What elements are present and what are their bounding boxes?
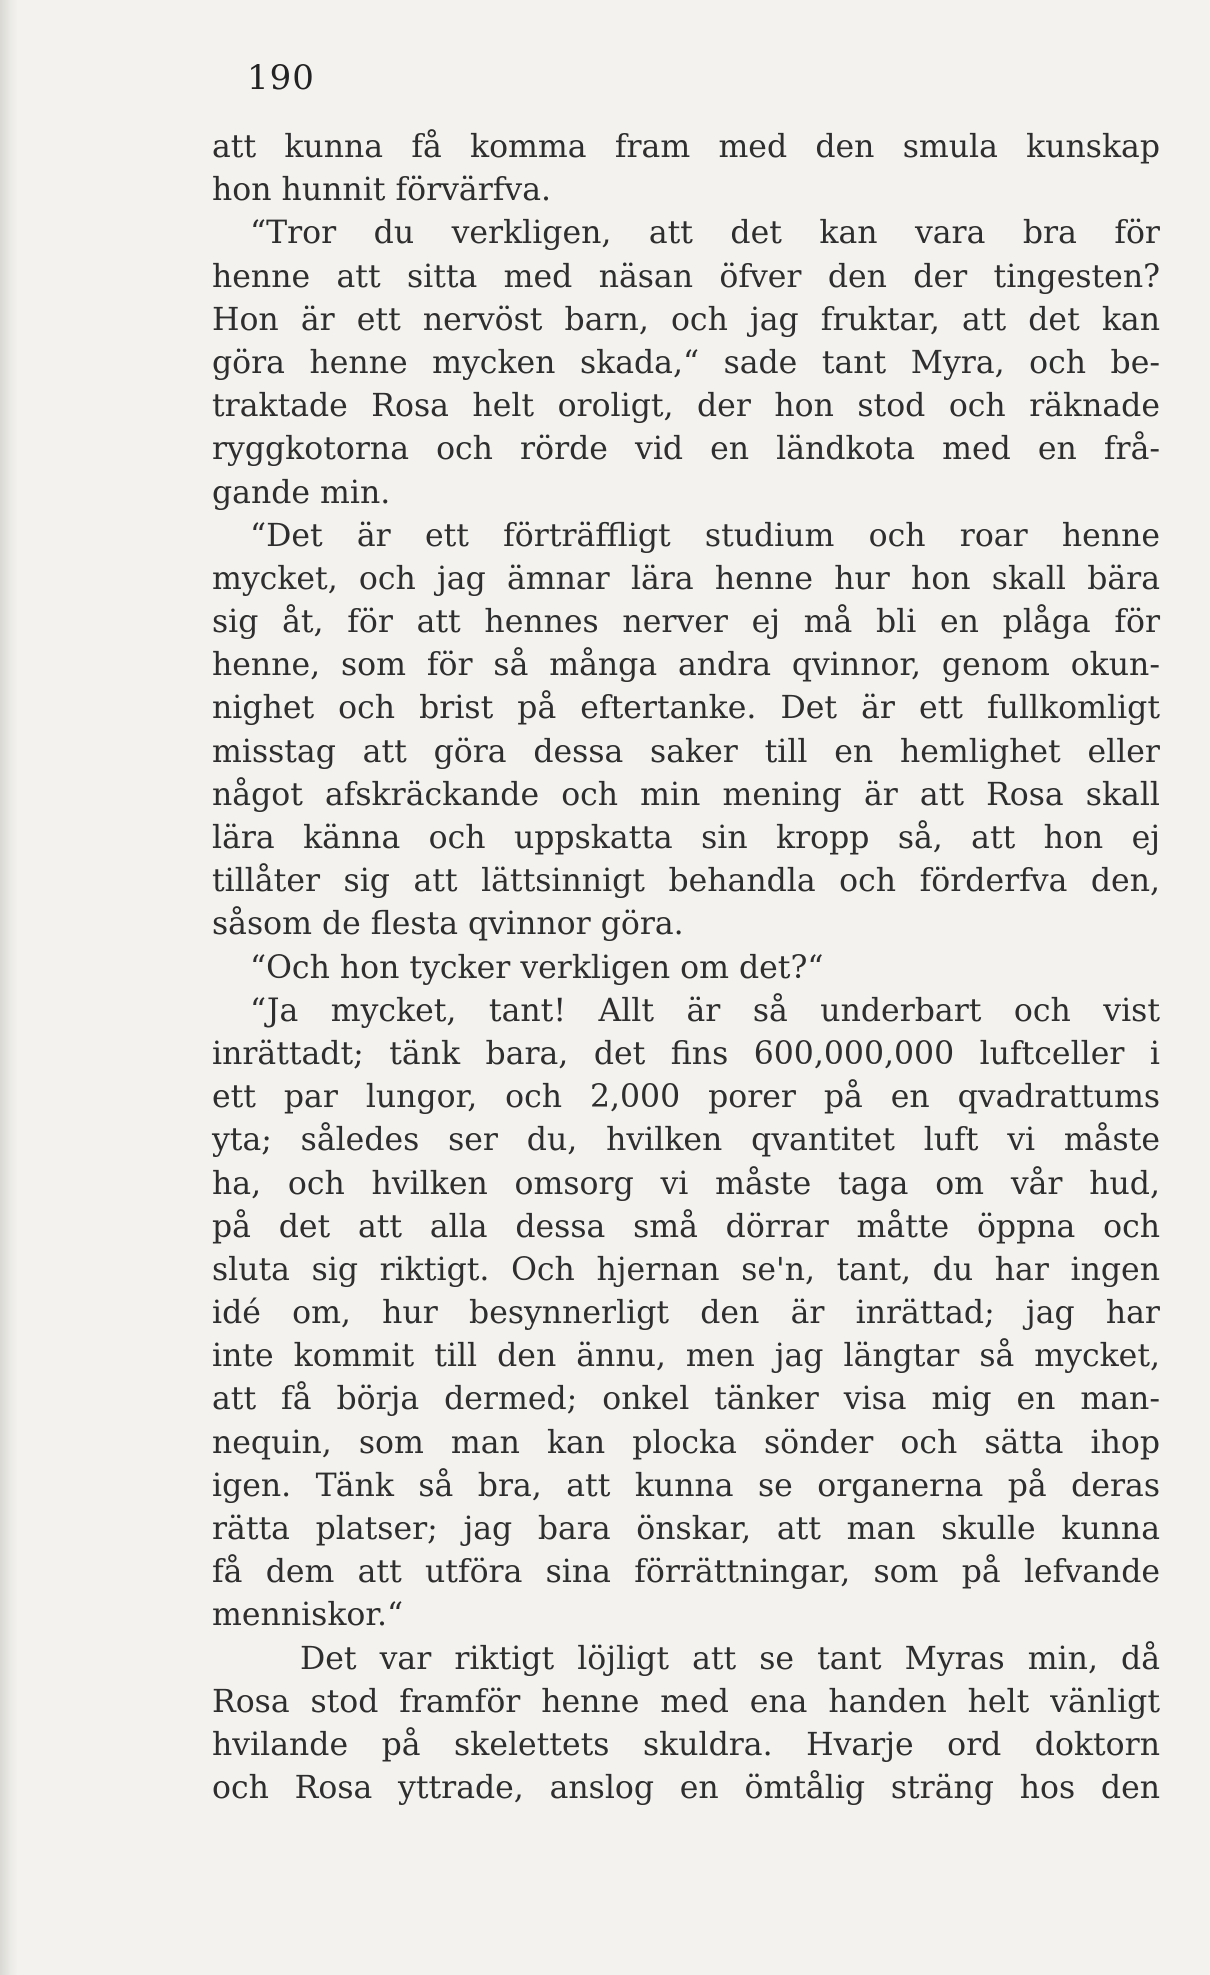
text-line: sig åt, för att hennes nerver ej må bli en plåga för — [212, 604, 1160, 641]
page-number: 190 — [247, 58, 315, 98]
text-line: att få börja dermed; onkel tänker visa mig en man- — [212, 1381, 1160, 1418]
text-line: göra henne mycken skada,“ sade tant Myra, och be- — [212, 344, 1160, 381]
text-line: såsom de flesta qvinnor göra. — [212, 906, 684, 943]
text-line: hon hunnit förvärfva. — [212, 172, 552, 209]
page-gutter — [0, 0, 18, 1975]
text-line: “Och hon tycker verkligen om det?“ — [250, 949, 824, 986]
text-line: traktade Rosa helt oroligt, der hon stod och räknade — [212, 388, 1160, 425]
body-text — [212, 126, 1160, 1810]
text-line: idé om, hur besynnerligt den är inrättad; jag har — [212, 1295, 1160, 1332]
text-line: och Rosa yttrade, anslog en ömtålig sträng hos den — [212, 1770, 1160, 1807]
text-line: “Tror du verkligen, att det kan vara bra för — [250, 215, 1160, 252]
text-line: något afskräckande och min mening är att Rosa skall — [212, 776, 1160, 813]
text-line: “Det är ett förträffligt studium och roar henne — [250, 517, 1160, 554]
text-line: inrättadt; tänk bara, det fins 600,000,000 luftceller i — [212, 1035, 1160, 1072]
text-line: få dem att utföra sina förrättningar, som på lefvande — [212, 1554, 1160, 1591]
text-line: sluta sig riktigt. Och hjernan se'n, tant, du har ingen — [212, 1251, 1160, 1288]
text-line: nequin, som man kan plocka sönder och sätta ihop — [212, 1424, 1160, 1461]
text-line: ha, och hvilken omsorg vi måste taga om vår hud, — [212, 1165, 1160, 1202]
text-line: “Ja mycket, tant! Allt är så underbart och vist — [250, 992, 1160, 1029]
text-line: på det att alla dessa små dörrar måtte öppna och — [212, 1208, 1160, 1245]
text-line: henne att sitta med näsan öfver den der tingesten? — [212, 258, 1160, 295]
text-line: yta; således ser du, hvilken qvantitet luft vi måste — [212, 1122, 1160, 1159]
text-line: igen. Tänk så bra, att kunna se organerna på deras — [212, 1467, 1160, 1504]
text-line: rätta platser; jag bara önskar, att man skulle kunna — [212, 1511, 1160, 1547]
text-line: nighet och brist på eftertanke. Det är ett fullkomligt — [212, 690, 1160, 727]
text-line: menniskor.“ — [212, 1597, 404, 1634]
text-line: Rosa stod framför henne med ena handen helt vänligt — [212, 1683, 1160, 1720]
text-line: tillåter sig att lättsinnigt behandla och förderfva den, — [212, 863, 1160, 900]
text-line: att kunna få komma fram med den smula kunskap — [212, 129, 1160, 165]
text-line: gande min. — [212, 474, 391, 511]
text-line: inte kommit till den ännu, men jag längtar så mycket, — [212, 1338, 1160, 1375]
text-line: hvilande på skelettets skuldra. Hvarje ord doktorn — [212, 1726, 1160, 1763]
text-line: mycket, och jag ämnar lära henne hur hon skall bära — [212, 560, 1160, 597]
text-line: Hon är ett nervöst barn, och jag fruktar, att det kan — [212, 301, 1160, 338]
text-line: Det var riktigt löjligt att se tant Myras min, då — [300, 1640, 1160, 1677]
text-line: lära känna och uppskatta sin kropp så, att hon ej — [212, 820, 1160, 856]
text-line: misstag att göra dessa saker till en hemlighet eller — [212, 733, 1160, 770]
text-line: ryggkotorna och rörde vid en ländkota med en frå- — [212, 431, 1160, 468]
text-line: ett par lungor, och 2,000 porer på en qvadrattums — [212, 1079, 1160, 1116]
text-line: henne, som för så många andra qvinnor, genom okun- — [212, 647, 1160, 684]
